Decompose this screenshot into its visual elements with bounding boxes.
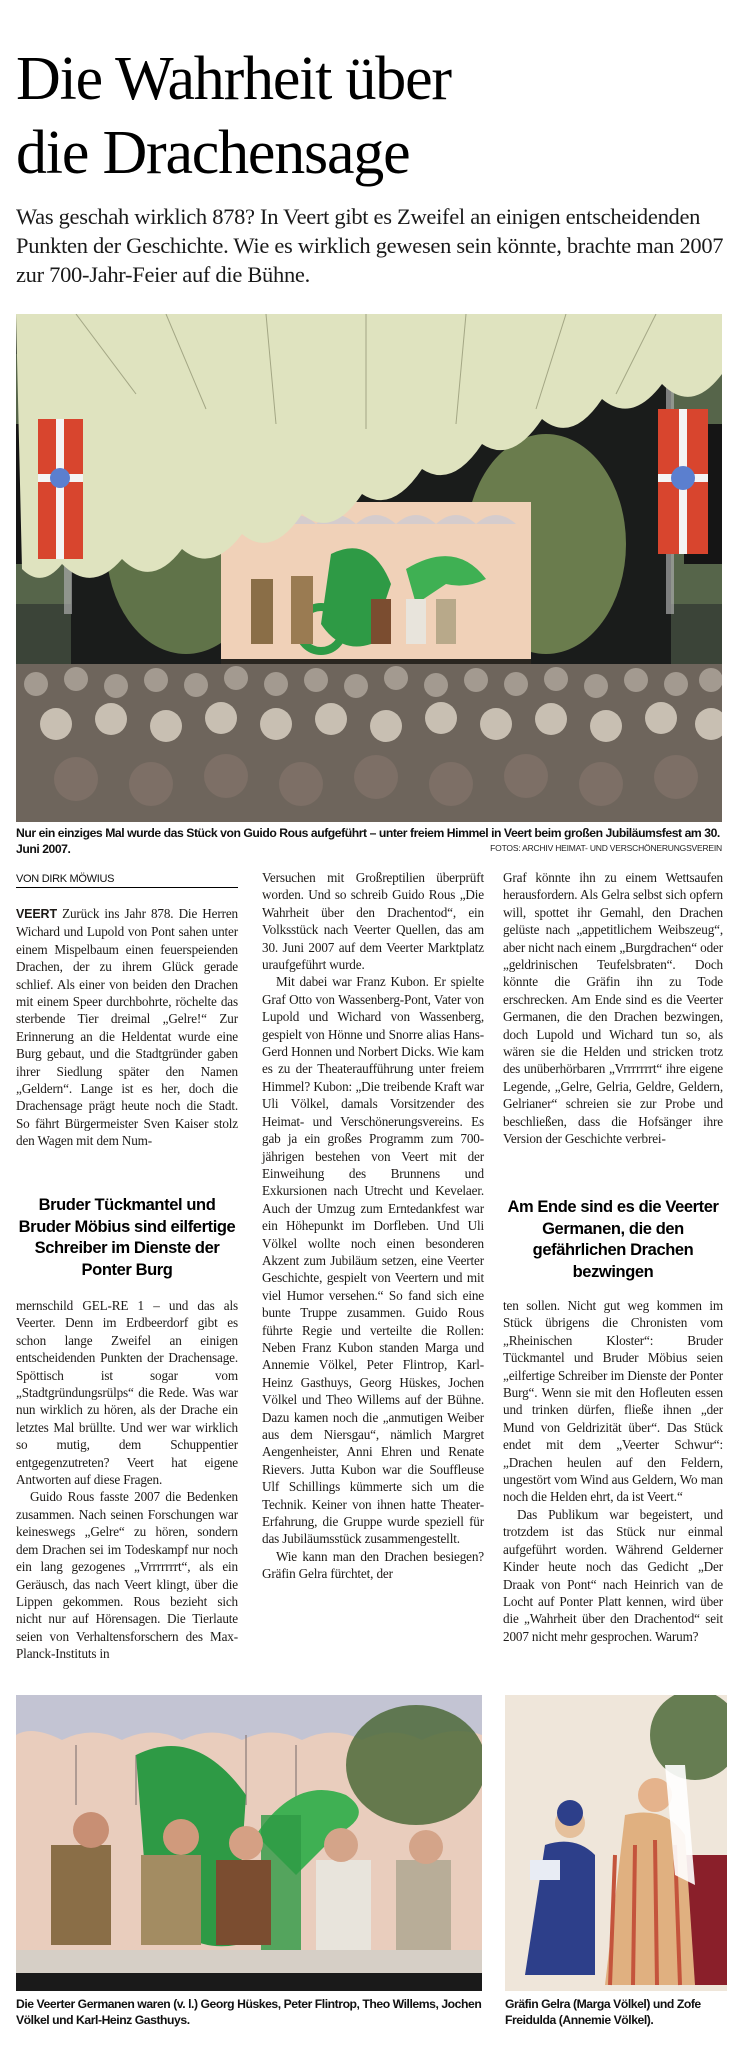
paragraph: Guido Rous fasste 2007 die Bedenken zusammen. Nach seinen Forschungen war keineswegs „Gelre“ zu hören, sondern dem Drachen sei im Todeskampf nur noch ein lang gezogenes „Vrrrrrrrt“, als ein Geräusch, das nach Veert klingt, über die Lippen gekommen. Rous bezieht sich nicht nur auf Hörensagen. Die Tierlaute seien von Verhaltensforschern des Max-Planck-Instituts in	[16, 1489, 238, 1662]
column-1-bottom	[16, 1297, 238, 1663]
germanen-photo-caption: Die Veerter Germanen waren (v. l.) Georg Hüskes, Peter Flintrop, Theo Willems, Jochen Völkel und Karl-Heinz Gasthuys.	[16, 1997, 482, 2027]
column-3-top	[503, 869, 723, 1148]
actors-scene-illustration	[16, 1695, 482, 1991]
graefin-photo-caption: Gräfin Gelra (Marga Völkel) und Zofe Freidulda (Annemie Völkel).	[505, 1997, 701, 2027]
headline-line-1: Die Wahrheit über	[16, 45, 451, 113]
column-2	[262, 869, 484, 1583]
stage-scene-illustration	[16, 314, 722, 822]
column-3-bottom	[503, 1297, 723, 1645]
germanen-photo	[16, 1695, 482, 1991]
headline-line-2: die Drachensage	[16, 119, 410, 187]
graefin-photo	[505, 1695, 727, 1991]
flag-left	[38, 419, 83, 559]
countess-scene-illustration	[505, 1695, 727, 1991]
flag-right	[658, 409, 708, 554]
pull-quote-2: Am Ende sind es die Veerter Germanen, die den gefährlichen Drachen bezwingen	[507, 1198, 719, 1281]
photo-credit: FOTOS: ARCHIV HEIMAT- UND VERSCHÖNERUNGSVEREIN	[490, 843, 722, 853]
column-1-top	[16, 905, 238, 1150]
main-photo	[16, 314, 722, 822]
lead-text: Zurück ins Jahr 878. Die Herren Wichard und Lupold von Pont sahen unter einem Mispelbaum einen feuerspeienden Drachen, der zu ihrem Glück gerade schlief. Als einer von beiden den Drachen mit einem Speer durchbohrte, röchelte das sterbende Tier dreimal „Gelre!“ Zur Erinnerung an die Heldentat wurde eine Burg gebaut, und die Stadtgründer gaben ihrer Siedlung später den Namen „Geldern“. Lange ist es her, doch die Drachensage prägt heute noch die Stadt. So fährt Bürgermeister Sven Kaiser stolz den Wagen mit dem Num-	[16, 906, 238, 1149]
article-dek: Was geschah wirklich 878? In Veert gibt es Zweifel an einigen entscheidenden Punkten der Geschichte. Wie es wirklich gewesen sein könnte, brachte man 2007 zur 700-Jahr-Feier auf die Bühne.	[16, 204, 724, 287]
paragraph: ten sollen. Nicht gut weg kommen im Stück übrigens die Chronisten vom „Rheinischen Kloster“: Bruder Tückmantel und Bruder Möbius seien „eilfertige Schreiber im Dienste der Ponter Burg“. Wenn sie mit den Hofleuten essen und trinken dürfen, fließe ihnen „der Mund von Geldrizität über“. Das Stück endet mit dem „Veerter Schwur“: „Drachen heulen auf den Feldern, ungestört vom Wind aus Geldern, Wo man noch die Helden ehrt, da ist Veert.“	[503, 1298, 723, 1505]
paragraph: Wie kann man den Drachen besiegen? Gräfin Gelra fürchtet, der	[262, 1548, 484, 1582]
main-photo-caption: Nur ein einziges Mal wurde das Stück von Guido Rous aufgeführt – unter freiem Himmel in Veert beim großen Jubiläumsfest am 30. Juni 2007.	[16, 826, 720, 856]
lead-paragraph	[16, 905, 238, 1150]
paragraph: Mit dabei war Franz Kubon. Er spielte Graf Otto von Wassenberg-Pont, Vater von Lupold und Wichard von Wassenberg, gespielt von Hönne und Snorre alias Hans-Gerd Honnen und Norbert Dicks. Wie kam es zu der Theateraufführung unter freiem Himmel? Kubon: „Die treibende Kraft war Uli Völkel, damals Vorsitzender des Heimat- und Verschönerungsvereins. Es gab ja ein großes Programm zum 700-jährigen bestehen von Veert mit der Einweihung des Brunnens und Exkursionen nach Utrecht und Kevelaer. Auch der Umzug zum Erntedankfest war ein Höhepunkt im Dorfleben. Und Uli Völkel wollte noch einen besonderen Akzent zum Jubiläum setzen, eine Veerter Geschichte, gespielt von Veertern und mit viel Humor versehen.“ So fand sich eine bunte Truppe zusammen. Guido Rous führte Regie und verteilte die Rollen: Neben Franz Kubon standen Marga und Annemie Völkel, Peter Flintrop, Karl-Heinz Gasthuys, Georg Hüskes, Jochen Völkel und Theo Willems auf der Bühne. Dazu kamen noch die „anmutigen Weiber aus dem Niersgau“, nämlich Margret Aengenheister, Anni Ehren und Renate Rievers. Jutta Kubon war die Souffleuse Ulf Schillings kümmerte sich um die Technik. Keiner von ihnen hatte Theater-Erfahrung, die Gruppe wurde speziell für das Jubiläumsstück zusammengestellt.	[262, 974, 484, 1547]
dateline: VEERT	[16, 907, 57, 921]
byline: VON DIRK MÖWIUS	[16, 873, 238, 888]
paragraph: mernschild GEL-RE 1 – und das als Veerter. Denn im Erdbeerdorf gibt es schon lange Zweifel an einigen entscheidenden Punkten der Drachensage. Spöttisch ist sogar vom „Stadtgründungsrülps“ die Rede. Was war nun wirklich zu hören, als der Drache ein letztes Mal brüllte. Und wer war wirklich so mutig, dem Schuppentier entgegenzutreten? Veert hat eigene Antworten auf diese Fragen.	[16, 1298, 238, 1488]
paragraph: Graf könnte ihn zu einem Wettsaufen herausfordern. Als Gelra selbst sich opfern will, spottet ihr Gemahl, den Drachen gelüste nach „appetitlichem Weibszeug“, aber nicht nach einem „Burgdrachen“ oder „geldrinischen Teufelsbraten“. Doch könnte die Gräfin ihn zu Tode erschrecken. Am Ende sind es die Veerter Germanen, die den Drachen bezwingen, doch Lupold und Wichard tun so, als wären sie die Helden und stricken trotz des unüberhörbaren „Vrrrrrrrt“ ihre eigene Legende, „Gelre, Gelria, Geldre, Geldern, Gelrianer“ schreien sie zur Probe und beschließen, dass die Hofsänger ihre Version der Geschichte verbrei-	[503, 870, 723, 1147]
paragraph: Versuchen mit Großreptilien überprüft worden. Und so schreib Guido Rous „Die Wahrheit über den Drachentod“, ein Volksstück nach Veerter Quellen, das am 30. Juni 2007 auf dem Veerter Marktplatz uraufgeführt wurde.	[262, 870, 484, 973]
pull-quote-1: Bruder Tückmantel und Bruder Möbius sind eilfertige Schreiber im Dienste der Ponter Burg	[18, 1196, 236, 1279]
headline	[16, 42, 716, 190]
paragraph: Das Publikum war begeistert, und trotzdem ist das Stück nur einmal aufgeführt worden. Während Gelderner Kinder heute noch das Gedicht „Der Draak von Pont“ nach Heinrich van de Locht auf Ponter Platt kennen, wird über die „Wahrheit über den Drachentod“ seit 2007 nicht mehr gesprochen. Warum?	[503, 1506, 723, 1644]
